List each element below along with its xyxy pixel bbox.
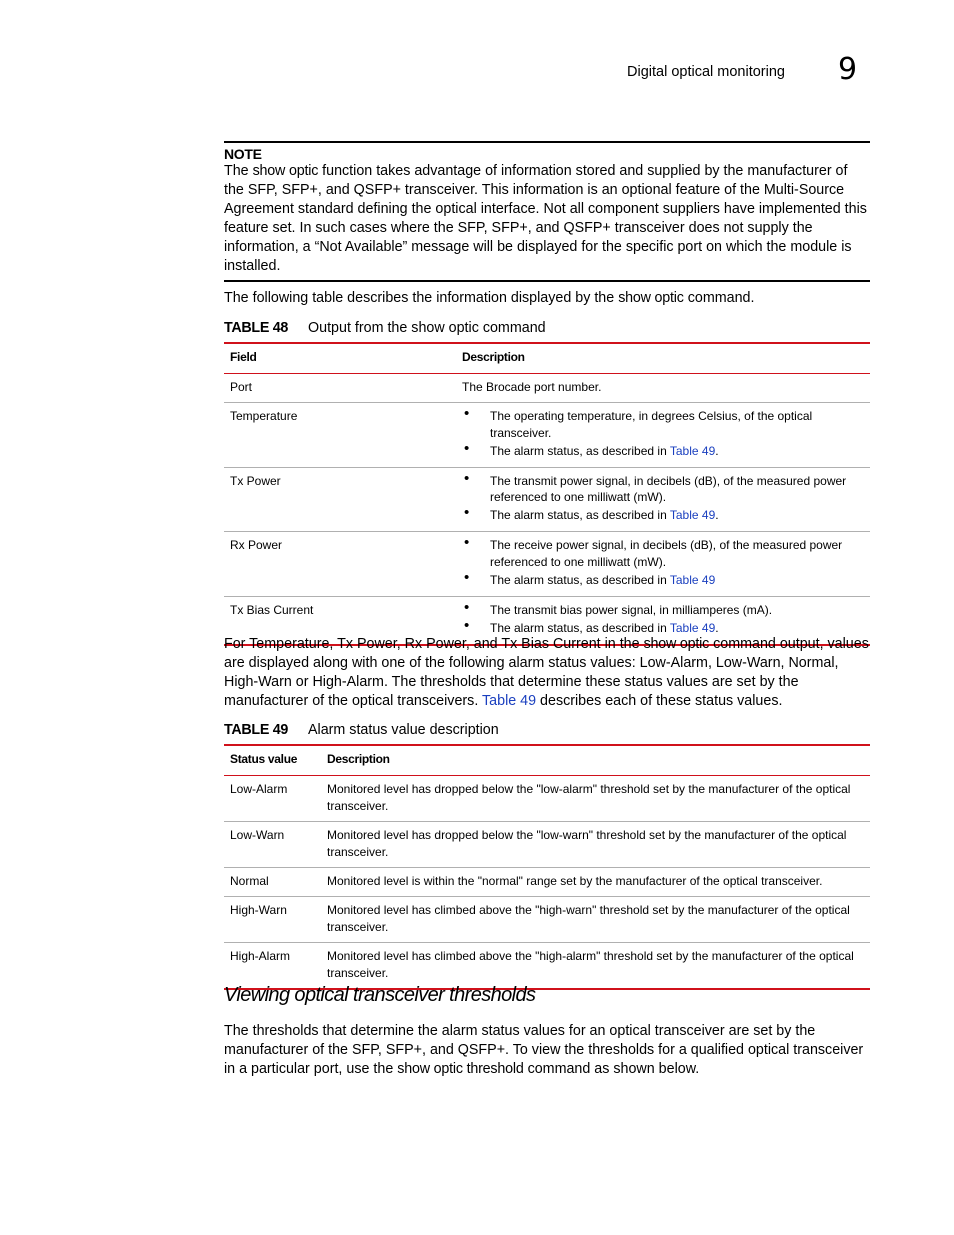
bullet-text: . [715, 443, 719, 458]
bullet-text: The alarm status, as described in [490, 620, 670, 635]
table-row [224, 776, 870, 822]
paragraph-text: command output, values are displayed along with one of the following alarm status values: Low-Alarm, Low-Warn, Normal, High-Warn or High-Alarm. The thresholds that determine these status values are set by the manufacturer of the optical transceivers. [224, 636, 869, 709]
bullet-item: • The transmit power signal, in decibels (dB), of the measured power referenced to one milliwatt (mW). [462, 473, 864, 506]
bullet-text: . [715, 620, 719, 635]
table-label: TABLE 49 [224, 722, 289, 738]
table-49-link[interactable]: Table 49 [482, 692, 537, 709]
running-header: Digital optical monitoring [627, 64, 785, 80]
description-cell: Monitored level is within the "normal" range set by the manufacturer of the optical transceiver. [321, 868, 870, 897]
intro-paragraph [224, 289, 870, 308]
column-header: Description [456, 343, 870, 374]
column-header: Description [321, 745, 870, 776]
table-row [224, 467, 870, 532]
table-row [224, 897, 870, 943]
description-cell: Monitored level has dropped below the "low-alarm" threshold set by the manufacturer of the optical transceiver. [321, 776, 870, 822]
paragraph-text: The following table describes the information displayed by the [224, 290, 619, 306]
bullet-item: • The receive power signal, in decibels (dB), of the measured power referenced to one milliwatt (mW). [462, 537, 864, 570]
field-cell: Port [224, 374, 456, 403]
table-title: Alarm status value description [308, 722, 499, 738]
column-header: Status value [224, 745, 321, 776]
status-cell: High-Alarm [230, 949, 291, 963]
table-row [224, 403, 870, 468]
description-cell: Monitored level has climbed above the "high-alarm" threshold set by the manufacturer of the optical transceiver. [327, 949, 854, 980]
note-title: NOTE [224, 146, 262, 162]
bullet-item [462, 572, 864, 589]
field-cell: Tx Power [224, 467, 456, 532]
field-cell: Tx Bias Current [230, 602, 314, 617]
paragraph-text: The thresholds that determine the alarm status values for an optical transceiver are set by the manufacturer of the SFP, SFP+, and QSFP+. To view the thresholds for a qualified optical transceiver in a particular port, use the [224, 1023, 864, 1077]
status-cell: Low-Alarm [224, 776, 321, 822]
command-text: show optic threshold [397, 1060, 524, 1077]
status-cell: Low-Warn [224, 822, 321, 868]
table-title: Output from the show optic command [308, 320, 546, 336]
table-49 [224, 744, 870, 990]
bullet-text: The alarm status, as described in [490, 572, 670, 587]
table-49-link[interactable]: Table 49 [669, 508, 716, 522]
table-49-link[interactable]: Table 49 [669, 620, 716, 635]
table-49-link[interactable]: Table 49 [669, 443, 716, 458]
status-cell: High-Warn [224, 897, 321, 943]
table-48 [224, 342, 870, 646]
bullet-item [462, 620, 864, 637]
paragraph-text: describes each of these status values. [536, 692, 783, 709]
description-cell: The Brocade port number. [456, 374, 870, 403]
table-49-link[interactable]: Table 49 [669, 572, 716, 587]
table-48-caption [224, 320, 546, 336]
paragraph-text: For Temperature, Tx Power, Rx Power, and Tx Bias Current in the [224, 636, 644, 652]
chapter-number: 9 [838, 52, 858, 87]
alarm-status-paragraph [224, 635, 870, 711]
paragraph-text: command. [683, 290, 755, 306]
description-cell: Monitored level has dropped below the "low-warn" threshold set by the manufacturer of the optical transceiver. [321, 822, 870, 868]
paragraph-text: command as shown below. [523, 1060, 700, 1077]
command-text: show optic [252, 163, 319, 179]
bullet-item [462, 443, 864, 460]
bullet-item: • The operating temperature, in degrees Celsius, of the optical transceiver. [462, 408, 864, 441]
bullet-text: The alarm status, as described in [490, 443, 670, 458]
note-text: The [224, 163, 253, 179]
description-cell: Monitored level has climbed above the "high-warn" threshold set by the manufacturer of the optical transceiver. [321, 897, 870, 943]
table-row [224, 868, 870, 897]
table-row [224, 822, 870, 868]
thresholds-paragraph [224, 1022, 870, 1079]
note-text: function takes advantage of information stored and supplied by the manufacturer of the SFP, SFP+, and QSFP+ transceiver. This information is an optional feature of the Multi-Source Agreement standard defining the optical interface. Not all component suppliers have implemented this feature set. In such cases where the SFP, SFP+, and QSFP+ transceiver does not supply the information, a “Not Available” message will be displayed for the specific port on which the module is installed. [224, 163, 867, 274]
bullet-item [462, 507, 864, 524]
bullet-text: The alarm status, as described in [490, 508, 670, 522]
field-cell: Rx Power [224, 532, 456, 597]
command-text: show optic [643, 636, 710, 652]
status-cell: Normal [224, 868, 321, 897]
note-box [224, 141, 870, 282]
column-header: Field [224, 343, 456, 374]
section-heading: Viewing optical transceiver thresholds [224, 984, 536, 1006]
description-cell [456, 403, 870, 468]
table-49-caption [224, 722, 499, 738]
table-row [224, 943, 870, 990]
bullet-text: . [715, 508, 719, 522]
command-text: show optic [618, 290, 684, 306]
table-row [224, 532, 870, 597]
field-cell: Temperature [224, 403, 456, 468]
description-cell [456, 467, 870, 532]
table-label: TABLE 48 [224, 320, 289, 336]
description-cell [456, 532, 870, 597]
note-body [224, 162, 870, 275]
table-row [224, 374, 870, 403]
bullet-item: • The transmit bias power signal, in milliamperes (mA). [462, 602, 864, 619]
